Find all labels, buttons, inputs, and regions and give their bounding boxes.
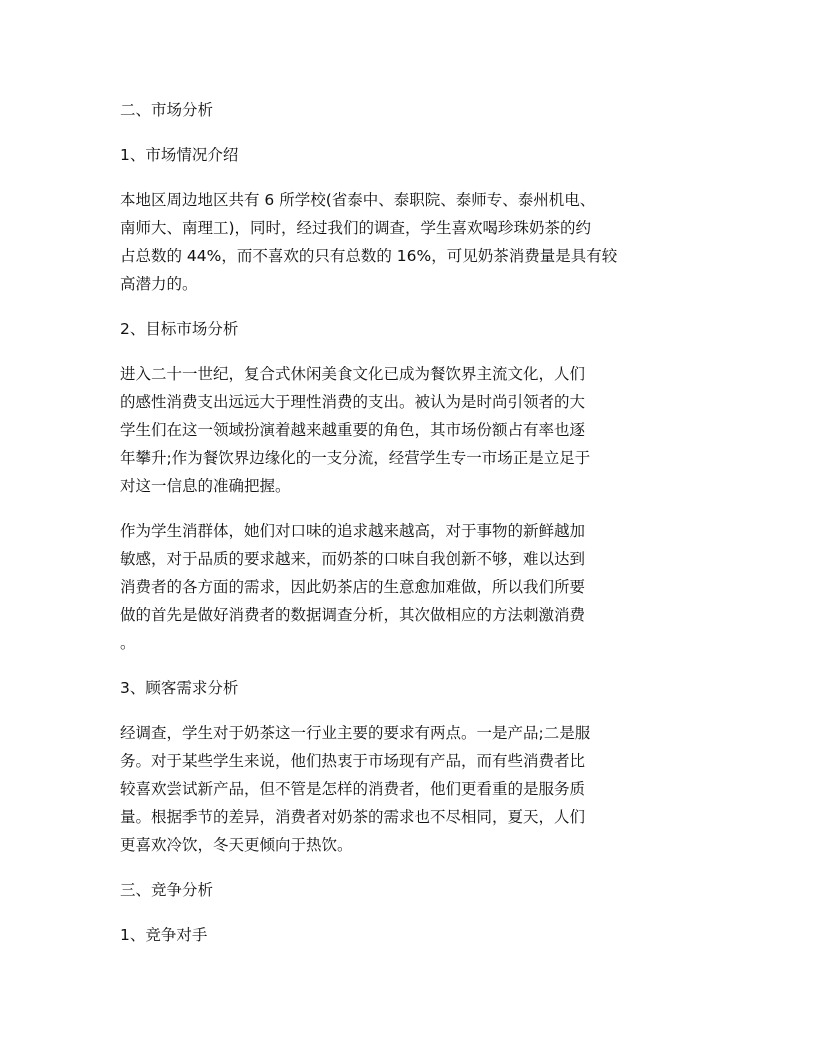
document-body: [120, 96, 698, 966]
text-line: 消费者的各方面的需求，因此奶茶店的生意愈加难做，所以我们所要: [120, 578, 586, 596]
paragraph-target-market-2: [120, 517, 698, 657]
paragraph-customer-demand: [120, 719, 698, 859]
text-line: 做的首先是做好消费者的数据调查分析，其次做相应的方法刺激消费: [120, 606, 586, 624]
text-line: 的感性消费支出远远大于理性消费的支出。被认为是时尚引领者的大: [120, 393, 586, 411]
text-line: 更喜欢冷饮，冬天更倾向于热饮。: [120, 836, 353, 854]
text-line: 经调查，学生对于奶茶这一行业主要的要求有两点。一是产品;二是服: [120, 724, 591, 742]
subheading-competitors: 1、竞争对手: [120, 926, 208, 944]
text-line: 量。根据季节的差异，消费者对奶茶的需求也不尽相同，夏天，人们: [120, 808, 586, 826]
subheading-market-intro: 1、市场情况介绍: [120, 146, 239, 164]
text-line: 对这一信息的准确把握。: [120, 477, 291, 495]
text-line: 作为学生消群体，她们对口味的追求越来越高，对于事物的新鲜越加: [120, 522, 586, 540]
subheading-target-market: 2、目标市场分析: [120, 320, 239, 338]
text-line: 年攀升;作为餐饮界边缘化的一支分流，经营学生专一市场正是立足于: [120, 449, 591, 467]
text-line: 本地区周边地区共有 6 所学校(省泰中、泰职院、泰师专、泰州机电、: [120, 191, 596, 209]
text-line: 南师大、南理工)，同时，经过我们的调查，学生喜欢喝珍珠奶茶的约: [120, 219, 592, 237]
text-line: 学生们在这一领域扮演着越来越重要的角色，其市场份额占有率也逐: [120, 421, 586, 439]
text-line: 敏感，对于品质的要求越来，而奶茶的口味自我创新不够，难以达到: [120, 550, 586, 568]
paragraph-market-intro: [120, 186, 698, 298]
paragraph-target-market-1: [120, 360, 698, 500]
section-heading-market-analysis: 二、市场分析: [120, 101, 214, 119]
text-line: 进入二十一世纪，复合式休闲美食文化已成为餐饮界主流文化，人们: [120, 365, 586, 383]
text-line: 高潜力的。: [120, 275, 198, 293]
subheading-customer-demand: 3、顾客需求分析: [120, 679, 239, 697]
section-heading-competition: 三、竞争分析: [120, 881, 214, 899]
text-line: 较喜欢尝试新产品，但不管是怎样的消费者，他们更看重的是服务质: [120, 780, 586, 798]
text-line: 务。对于某些学生来说，他们热衷于市场现有产品，而有些消费者比: [120, 752, 586, 770]
text-line: 占总数的 44%，而不喜欢的只有总数的 16%，可见奶茶消费量是具有较: [120, 247, 618, 265]
text-line: 。: [120, 634, 136, 652]
